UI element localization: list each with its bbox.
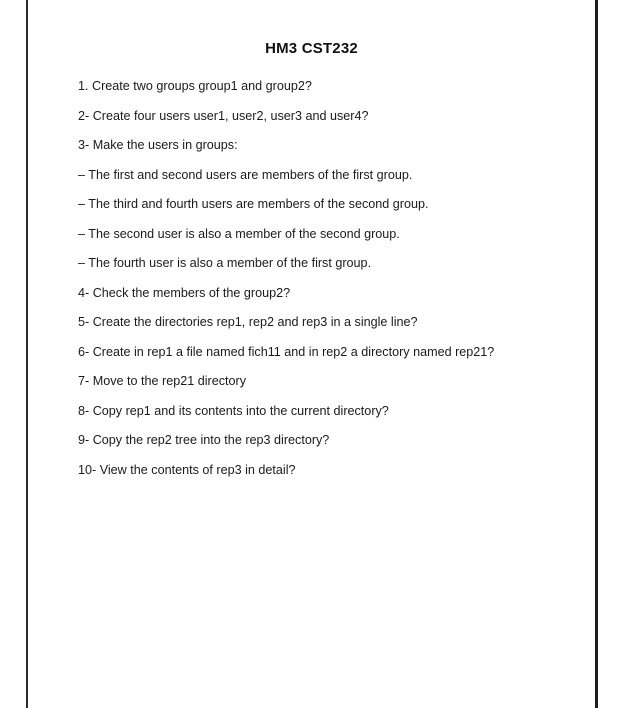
question-line: 5- Create the directories rep1, rep2 and rep3 in a single line? [78,315,418,329]
question-line: 3- Make the users in groups: [78,138,238,152]
question-line: 7- Move to the rep21 directory [78,374,246,388]
sub-question-line: – The second user is also a member of the second group. [78,226,400,241]
sub-question-line: – The first and second users are members of the first group. [78,167,413,182]
sub-question-line: – The third and fourth users are members of the second group. [78,197,429,211]
question-line: 10- View the contents of rep3 in detail? [78,462,296,477]
question-line: 9- Copy the rep2 tree into the rep3 directory? [78,433,330,447]
question-line: 1. Create two groups group1 and group2? [78,79,312,93]
page-title: HM3 CST232 [265,40,358,57]
question-line: 8- Copy rep1 and its contents into the current directory? [78,403,389,418]
document-page [26,0,598,708]
question-list [78,76,598,489]
question-line: 2- Create four users user1, user2, user3 and user4? [78,108,369,123]
sub-question-line: – The fourth user is also a member of the first group. [78,256,372,270]
question-line: 4- Check the members of the group2? [78,285,291,300]
question-line: 6- Create in rep1 a file named fich11 and in rep2 a directory named rep21? [78,344,495,359]
